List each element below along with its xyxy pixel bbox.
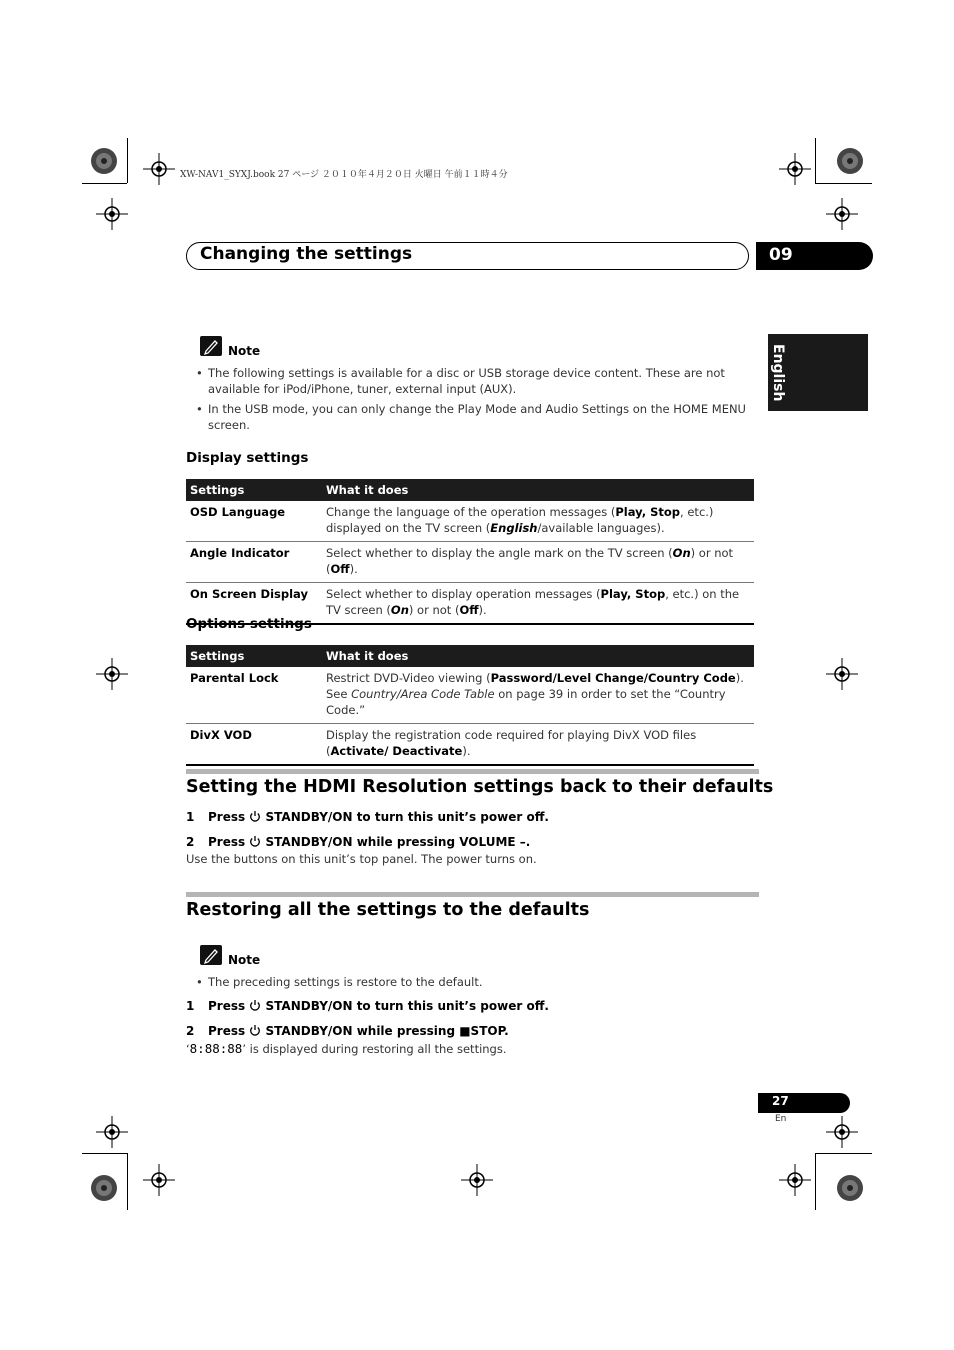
crosshair-icon (826, 198, 858, 230)
file-info: XW-NAV1_SYXJ.book 27 ページ ２０１０年４月２０日 火曜日 午前１１時４分 (180, 170, 508, 180)
note-item: • The following settings is available for a disc or USB storage device content. These are not available for iPod/iPhone, tuner, external input (AUX). (208, 365, 748, 397)
crop-mark (127, 1153, 128, 1210)
step-item: 1 Press STANDBY/ON to turn this unit’s power off. (186, 999, 549, 1013)
registration-sunburst-icon (836, 147, 864, 175)
section-divider (186, 892, 759, 897)
power-icon (249, 810, 261, 822)
note-pencil-icon (200, 945, 222, 965)
column-header: What it does (322, 479, 754, 501)
display-settings-table (186, 479, 754, 625)
crop-mark (815, 138, 816, 183)
crop-mark (815, 183, 872, 184)
crosshair-icon (143, 1164, 175, 1196)
setting-description: Select whether to display the angle mark on the TV screen (On) or not (Off). (322, 542, 754, 583)
power-icon (249, 835, 261, 847)
setting-name: Angle Indicator (186, 542, 322, 583)
table-row (186, 501, 754, 542)
column-header: What it does (322, 645, 754, 667)
power-icon (249, 1024, 261, 1036)
chapter-number: 09 (769, 245, 793, 265)
table-row (186, 542, 754, 583)
setting-name: DivX VOD (186, 724, 322, 766)
table-row (186, 724, 754, 766)
crosshair-icon (96, 198, 128, 230)
registration-sunburst-icon (836, 1174, 864, 1202)
section-title: Restoring all the settings to the defaults (186, 900, 590, 920)
step-note: Use the buttons on this unit’s top panel. The power turns on. (186, 852, 537, 866)
language-label: English (770, 344, 786, 402)
note-label: Note (228, 344, 261, 358)
display-message-note: ‘8:88:88’ is displayed during restoring all the settings. (186, 1041, 507, 1056)
crosshair-icon (779, 153, 811, 185)
note-pencil-icon (200, 336, 222, 356)
crop-mark (815, 1153, 816, 1210)
crosshair-icon (96, 1116, 128, 1148)
options-settings-table (186, 645, 754, 766)
setting-description: Change the language of the operation messages (Play, Stop, etc.) displayed on the TV screen (English/available languages). (322, 501, 754, 542)
segment-display-code: 8:88:88 (189, 1041, 243, 1056)
section-title: Setting the HDMI Resolution settings back to their defaults (186, 777, 774, 797)
crosshair-icon (143, 153, 175, 185)
crosshair-icon (779, 1164, 811, 1196)
section-heading: Options settings (186, 616, 312, 632)
crop-mark (82, 183, 127, 184)
language-tab (768, 334, 868, 411)
crop-mark (815, 1153, 872, 1154)
note-item: • The preceding settings is restore to the default. (208, 974, 778, 990)
step-item: 1 Press STANDBY/ON to turn this unit’s power off. (186, 810, 549, 824)
step-item: 2 Press STANDBY/ON while pressing VOLUME –. (186, 835, 531, 849)
crop-mark (127, 138, 128, 183)
page-language: En (775, 1114, 787, 1124)
crop-mark (82, 1153, 127, 1154)
chapter-badge (756, 242, 873, 270)
note-label: Note (228, 953, 261, 967)
setting-name: OSD Language (186, 501, 322, 542)
setting-name: Parental Lock (186, 667, 322, 724)
page-number-badge (758, 1093, 850, 1113)
registration-sunburst-icon (90, 147, 118, 175)
crosshair-icon (826, 658, 858, 690)
column-header: Settings (186, 645, 322, 667)
crosshair-icon (96, 658, 128, 690)
crosshair-icon (461, 1164, 493, 1196)
page-title: Changing the settings (200, 244, 413, 264)
page-number: 27 (772, 1094, 789, 1108)
section-heading: Display settings (186, 450, 309, 466)
crosshair-icon (826, 1116, 858, 1148)
registration-sunburst-icon (90, 1174, 118, 1202)
note-item: • In the USB mode, you can only change the Play Mode and Audio Settings on the HOME MENU screen. (208, 401, 758, 433)
setting-description: Restrict DVD-Video viewing (Password/Level Change/Country Code). See Country/Area Code Table on page 39 in order to set the “Country Code.” (322, 667, 754, 724)
setting-description: Display the registration code required for playing DivX VOD files (Activate/ Deactivate). (322, 724, 754, 766)
step-item: 2 Press STANDBY/ON while pressing ■STOP. (186, 1024, 509, 1038)
table-row (186, 667, 754, 724)
power-icon (249, 999, 261, 1011)
setting-name: On Screen Display (186, 583, 322, 625)
column-header: Settings (186, 479, 322, 501)
section-divider (186, 769, 759, 774)
setting-description: Select whether to display operation messages (Play, Stop, etc.) on the TV screen (On) or not (Off). (322, 583, 754, 625)
